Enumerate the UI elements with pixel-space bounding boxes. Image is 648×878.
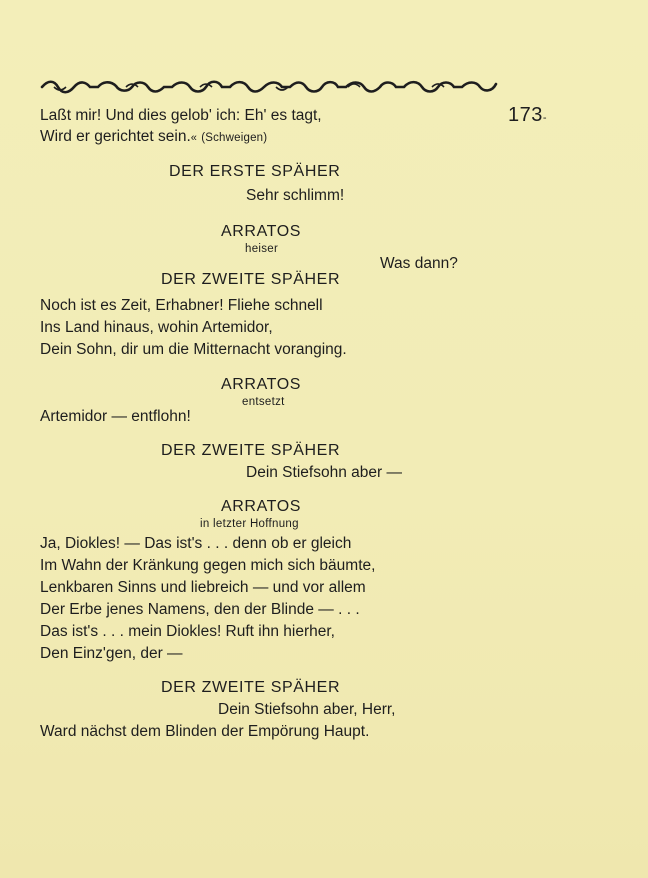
page-number: 173-: [508, 104, 548, 126]
decorative-border-ornament: [40, 78, 498, 96]
verse-line: Artemidor — entflohn!: [40, 408, 191, 425]
verse-line: Dein Stiefsohn aber —: [246, 464, 402, 481]
stage-direction: heiser: [245, 243, 279, 255]
speaker-name: DER ZWEITE SPÄHER: [161, 271, 341, 288]
stage-direction: (Schweigen): [201, 132, 268, 144]
speaker-name: ARRATOS: [221, 376, 302, 393]
verse-line: Laßt mir! Und dies gelob' ich: Eh' es tagt,: [40, 107, 322, 124]
verse-line: Sehr schlimm!: [246, 187, 345, 204]
verse-line: Wird er gerichtet sein.« (Schweigen): [40, 128, 268, 145]
speaker-name: ARRATOS: [221, 498, 302, 515]
speaker-name: DER ERSTE SPÄHER: [169, 163, 341, 180]
speaker-name: ARRATOS: [221, 223, 302, 240]
verse-line: Den Einz'gen, der —: [40, 645, 183, 662]
speaker-name: DER ZWEITE SPÄHER: [161, 442, 341, 459]
verse-line: Das ist's . . . mein Diokles! Ruft ihn hierher,: [40, 623, 335, 640]
verse-line: Lenkbaren Sinns und liebreich — und vor allem: [40, 579, 366, 596]
verse-line: Ins Land hinaus, wohin Artemidor,: [40, 319, 273, 336]
verse-line: Was dann?: [380, 255, 458, 272]
verse-line: Ja, Diokles! — Das ist's . . . denn ob er gleich: [40, 535, 352, 552]
speaker-name: DER ZWEITE SPÄHER: [161, 679, 341, 696]
verse-line: Noch ist es Zeit, Erhabner! Fliehe schnell: [40, 297, 323, 314]
verse-line: Dein Stiefsohn aber, Herr,: [218, 701, 396, 718]
verse-line: Ward nächst dem Blinden der Empörung Haupt.: [40, 723, 370, 740]
verse-line: Im Wahn der Kränkung gegen mich sich bäumte,: [40, 557, 376, 574]
stage-direction: entsetzt: [242, 396, 285, 408]
verse-line: Der Erbe jenes Namens, den der Blinde — . . .: [40, 601, 360, 618]
stage-direction: in letzter Hoffnung: [200, 518, 299, 530]
verse-line: Dein Sohn, dir um die Mitternacht voranging.: [40, 341, 347, 358]
margin-mark: «: [190, 132, 197, 144]
